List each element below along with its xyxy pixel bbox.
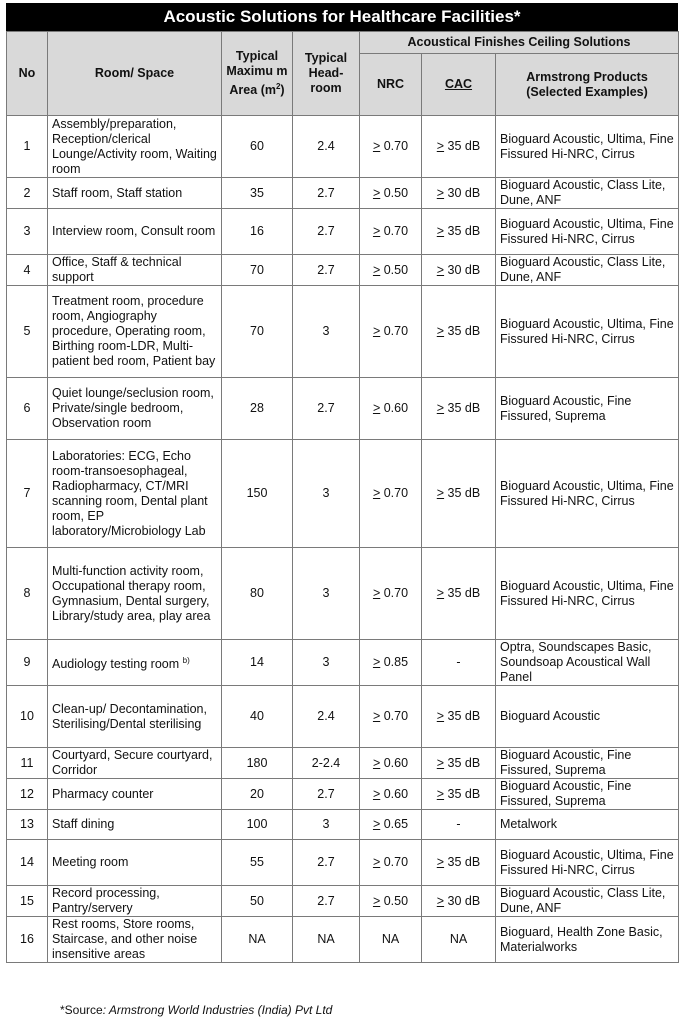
headroom: 2.7 [293,209,360,255]
room-space: Office, Staff & technical support [48,255,222,286]
products: Bioguard Acoustic, Ultima, Fine Fissured Hi-NRC, Cirrus [496,548,679,640]
acoustic-solutions-table [6,31,679,963]
cac-value: > 30 dB [422,886,496,917]
headroom: 2.7 [293,840,360,886]
products: Bioguard Acoustic, Ultima, Fine Fissured Hi-NRC, Cirrus [496,440,679,548]
products: Bioguard Acoustic, Class Lite, Dune, ANF [496,255,679,286]
row-number: 11 [7,748,48,779]
cac-value: > 35 dB [422,209,496,255]
max-area: 100 [222,810,293,840]
headroom: 3 [293,810,360,840]
products: Bioguard Acoustic [496,686,679,748]
max-area: 60 [222,116,293,178]
room-space: Staff room, Staff station [48,178,222,209]
products: Optra, Soundscapes Basic, Soundsoap Acoustical Wall Panel [496,640,679,686]
headroom: 2.7 [293,779,360,810]
header-cac: CAC [422,54,496,116]
products: Bioguard Acoustic, Class Lite, Dune, ANF [496,886,679,917]
row-number: 1 [7,116,48,178]
room-space: Laboratories: ECG, Echo room-transoesophageal, Radiopharmacy, CT/MRI scanning room, Dental plant room, EP laboratory/Microbiology Lab [48,440,222,548]
cac-value: > 35 dB [422,686,496,748]
table-row [7,886,679,917]
room-space: Courtyard, Secure courtyard, Corridor [48,748,222,779]
header-room-space: Room/ Space [48,32,222,116]
room-space: Record processing, Pantry/servery [48,886,222,917]
table-row [7,686,679,748]
max-area: 80 [222,548,293,640]
max-area: 50 [222,886,293,917]
cac-value: > 35 dB [422,116,496,178]
nrc-value: > 0.50 [360,178,422,209]
headroom: 3 [293,286,360,378]
nrc-value: > 0.85 [360,640,422,686]
nrc-value: > 0.70 [360,686,422,748]
row-number: 2 [7,178,48,209]
nrc-value: > 0.70 [360,840,422,886]
room-space: Assembly/preparation, Reception/clerical Lounge/Activity room, Waiting room [48,116,222,178]
row-number: 14 [7,840,48,886]
cac-value: > 35 dB [422,840,496,886]
row-number: 15 [7,886,48,917]
room-space: Pharmacy counter [48,779,222,810]
nrc-value: > 0.70 [360,548,422,640]
nrc-value: NA [360,917,422,963]
nrc-value: > 0.60 [360,779,422,810]
row-number: 12 [7,779,48,810]
products: Metalwork [496,810,679,840]
products: Bioguard Acoustic, Ultima, Fine Fissured Hi-NRC, Cirrus [496,209,679,255]
headroom: NA [293,917,360,963]
room-space: Audiology testing room $^{b)}$ [48,640,222,686]
cac-value: > 35 dB [422,286,496,378]
max-area: 28 [222,378,293,440]
cac-value: > 35 dB [422,779,496,810]
nrc-value: > 0.50 [360,255,422,286]
products: Bioguard Acoustic, Ultima, Fine Fissured Hi-NRC, Cirrus [496,116,679,178]
row-number: 6 [7,378,48,440]
cac-value: > 35 dB [422,378,496,440]
headroom: 2.7 [293,178,360,209]
headroom: 2.7 [293,255,360,286]
products: Bioguard Acoustic, Ultima, Fine Fissured Hi-NRC, Cirrus [496,840,679,886]
row-number: 7 [7,440,48,548]
room-space: Quiet lounge/seclusion room, Private/single bedroom, Observation room [48,378,222,440]
room-space: Meeting room [48,840,222,886]
products: Bioguard Acoustic, Class Lite, Dune, ANF [496,178,679,209]
max-area: 35 [222,178,293,209]
table-row [7,440,679,548]
row-number: 10 [7,686,48,748]
table-row [7,255,679,286]
row-number: 16 [7,917,48,963]
row-number: 13 [7,810,48,840]
header-nrc: NRC [360,54,422,116]
nrc-value: > 0.70 [360,209,422,255]
cac-value: > 30 dB [422,178,496,209]
max-area: 14 [222,640,293,686]
max-area: 20 [222,779,293,810]
nrc-value: > 0.60 [360,748,422,779]
max-area: 70 [222,286,293,378]
cac-value: > 35 dB [422,440,496,548]
products: Bioguard Acoustic, Fine Fissured, Suprema [496,748,679,779]
table-row [7,640,679,686]
table-row [7,779,679,810]
room-space: Multi-function activity room, Occupational therapy room, Gymnasium, Dental surgery, Library/study area, play area [48,548,222,640]
table-row [7,209,679,255]
cac-value: > 35 dB [422,748,496,779]
nrc-value: > 0.60 [360,378,422,440]
header-products: Armstrong Products (Selected Examples) [496,54,679,116]
row-number: 4 [7,255,48,286]
nrc-value: > 0.70 [360,286,422,378]
row-number: 9 [7,640,48,686]
max-area: NA [222,917,293,963]
cac-value: > 30 dB [422,255,496,286]
nrc-value: > 0.65 [360,810,422,840]
table-row [7,810,679,840]
header-headroom: Typical Head-room [293,32,360,116]
table-title: Acoustic Solutions for Healthcare Facilities* [6,3,678,31]
cac-value: > 35 dB [422,548,496,640]
headroom: 3 [293,548,360,640]
headroom: 3 [293,640,360,686]
products: Bioguard, Health Zone Basic, Materialworks [496,917,679,963]
max-area: 16 [222,209,293,255]
source-note: *Source: Armstrong World Industries (India) Pvt Ltd [60,1003,333,1017]
table-row [7,748,679,779]
room-space: Interview room, Consult room [48,209,222,255]
max-area: 40 [222,686,293,748]
cac-value: - [422,640,496,686]
room-space: Treatment room, procedure room, Angiography procedure, Operating room, Birthing room-LDR, Multi-patient bed room, Patient bay [48,286,222,378]
table-row [7,178,679,209]
products: Bioguard Acoustic, Fine Fissured, Suprema [496,779,679,810]
room-space: Clean-up/ Decontamination, Sterilising/Dental sterilising [48,686,222,748]
table-row [7,378,679,440]
table-row [7,286,679,378]
cac-value: - [422,810,496,840]
headroom: 2.7 [293,886,360,917]
header-no: No [7,32,48,116]
table-row [7,917,679,963]
headroom: 2.7 [293,378,360,440]
nrc-value: > 0.70 [360,116,422,178]
products: Bioguard Acoustic, Fine Fissured, Suprema [496,378,679,440]
room-space: Rest rooms, Store rooms, Staircase, and other noise insensitive areas [48,917,222,963]
table-row [7,548,679,640]
cac-value: NA [422,917,496,963]
room-space: Staff dining [48,810,222,840]
headroom: 2-2.4 [293,748,360,779]
headroom: 3 [293,440,360,548]
headroom: 2.4 [293,116,360,178]
row-number: 5 [7,286,48,378]
max-area: 70 [222,255,293,286]
max-area: 150 [222,440,293,548]
max-area: 180 [222,748,293,779]
row-number: 3 [7,209,48,255]
max-area: 55 [222,840,293,886]
nrc-value: > 0.70 [360,440,422,548]
products: Bioguard Acoustic, Ultima, Fine Fissured Hi-NRC, Cirrus [496,286,679,378]
headroom: 2.4 [293,686,360,748]
header-acoustical-group: Acoustical Finishes Ceiling Solutions [360,32,679,54]
nrc-value: > 0.50 [360,886,422,917]
row-number: 8 [7,548,48,640]
header-area: Typical Maximu m Area $(m^2)$ [222,32,293,116]
table-row [7,116,679,178]
table-row [7,840,679,886]
